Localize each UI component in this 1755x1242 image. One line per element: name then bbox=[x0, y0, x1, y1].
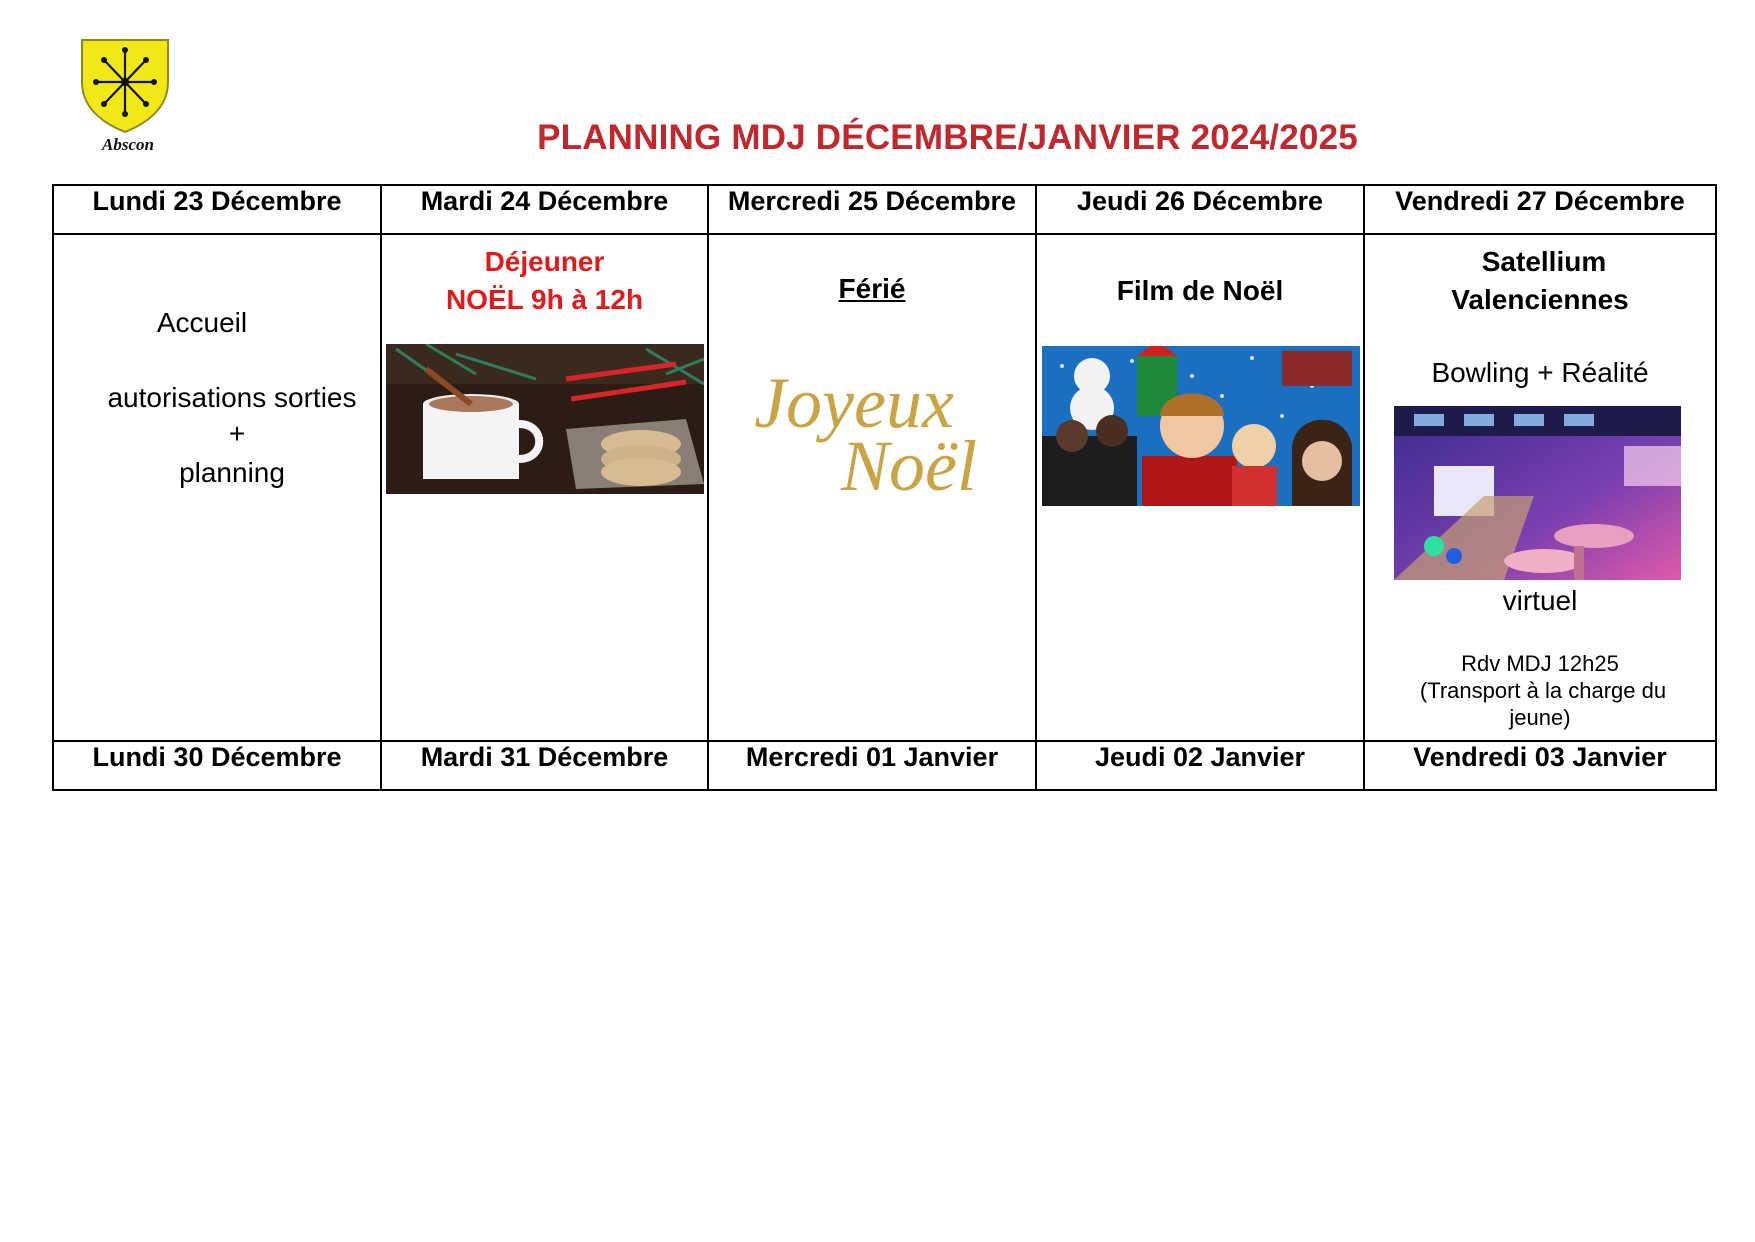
dejeuner-text: Déjeuner bbox=[484, 246, 605, 277]
svg-text:Abscon: Abscon bbox=[102, 135, 154, 154]
bowling-alley-image bbox=[1394, 406, 1681, 580]
day-header: Lundi 30 Décembre bbox=[53, 741, 381, 790]
day-header: Lundi 23 Décembre bbox=[53, 185, 381, 234]
bowling-text: Bowling + Réalité bbox=[1431, 357, 1649, 388]
wednesday-cell bbox=[708, 234, 1036, 741]
friday-cell bbox=[1364, 234, 1716, 741]
film-de-noel-text: Film de Noël bbox=[1116, 275, 1284, 306]
day-header: Vendredi 03 Janvier bbox=[1364, 741, 1716, 790]
day-header: Mardi 31 Décembre bbox=[381, 741, 708, 790]
day-header: Vendredi 27 Décembre bbox=[1364, 185, 1716, 234]
rdv-text: Rdv MDJ 12h25 bbox=[1461, 651, 1619, 676]
ferie-text: Férié bbox=[838, 273, 906, 304]
noel-hours-text: NOËL 9h à 12h bbox=[445, 284, 644, 315]
day-header: Mardi 24 Décembre bbox=[381, 185, 708, 234]
hot-chocolate-cookies-image bbox=[386, 344, 704, 494]
christmas-movies-collage-image bbox=[1042, 346, 1360, 506]
day-header: Jeudi 02 Janvier bbox=[1036, 741, 1364, 790]
joyeux-noel-image bbox=[729, 365, 1017, 515]
plus-text: + bbox=[228, 418, 246, 449]
day-header: Mercredi 01 Janvier bbox=[708, 741, 1036, 790]
week2-header-row bbox=[53, 741, 1716, 790]
planning-table bbox=[52, 184, 1717, 791]
virtuel-text: virtuel bbox=[1502, 585, 1578, 616]
valenciennes-text: Valenciennes bbox=[1451, 284, 1629, 315]
svg-text:Joyeux: Joyeux bbox=[754, 365, 954, 443]
monday-cell bbox=[53, 234, 381, 741]
thursday-cell bbox=[1036, 234, 1364, 741]
transport-text: (Transport à la charge du bbox=[1419, 678, 1667, 703]
accueil-text: Accueil bbox=[156, 307, 248, 338]
satellium-text: Satellium bbox=[1481, 246, 1607, 277]
svg-text:Noël: Noël bbox=[841, 426, 977, 506]
page-title: PLANNING MDJ DÉCEMBRE/JANVIER 2024/2025 bbox=[537, 118, 1358, 157]
week1-header-row bbox=[53, 185, 1716, 234]
autorisations-text: autorisations sorties bbox=[107, 382, 357, 413]
week1-activities-row bbox=[53, 234, 1716, 741]
transport-text-2: jeune) bbox=[1509, 705, 1571, 730]
tuesday-cell bbox=[381, 234, 708, 741]
planning-text: planning bbox=[179, 457, 285, 488]
day-header: Mercredi 25 Décembre bbox=[708, 185, 1036, 234]
day-header: Jeudi 26 Décembre bbox=[1036, 185, 1364, 234]
